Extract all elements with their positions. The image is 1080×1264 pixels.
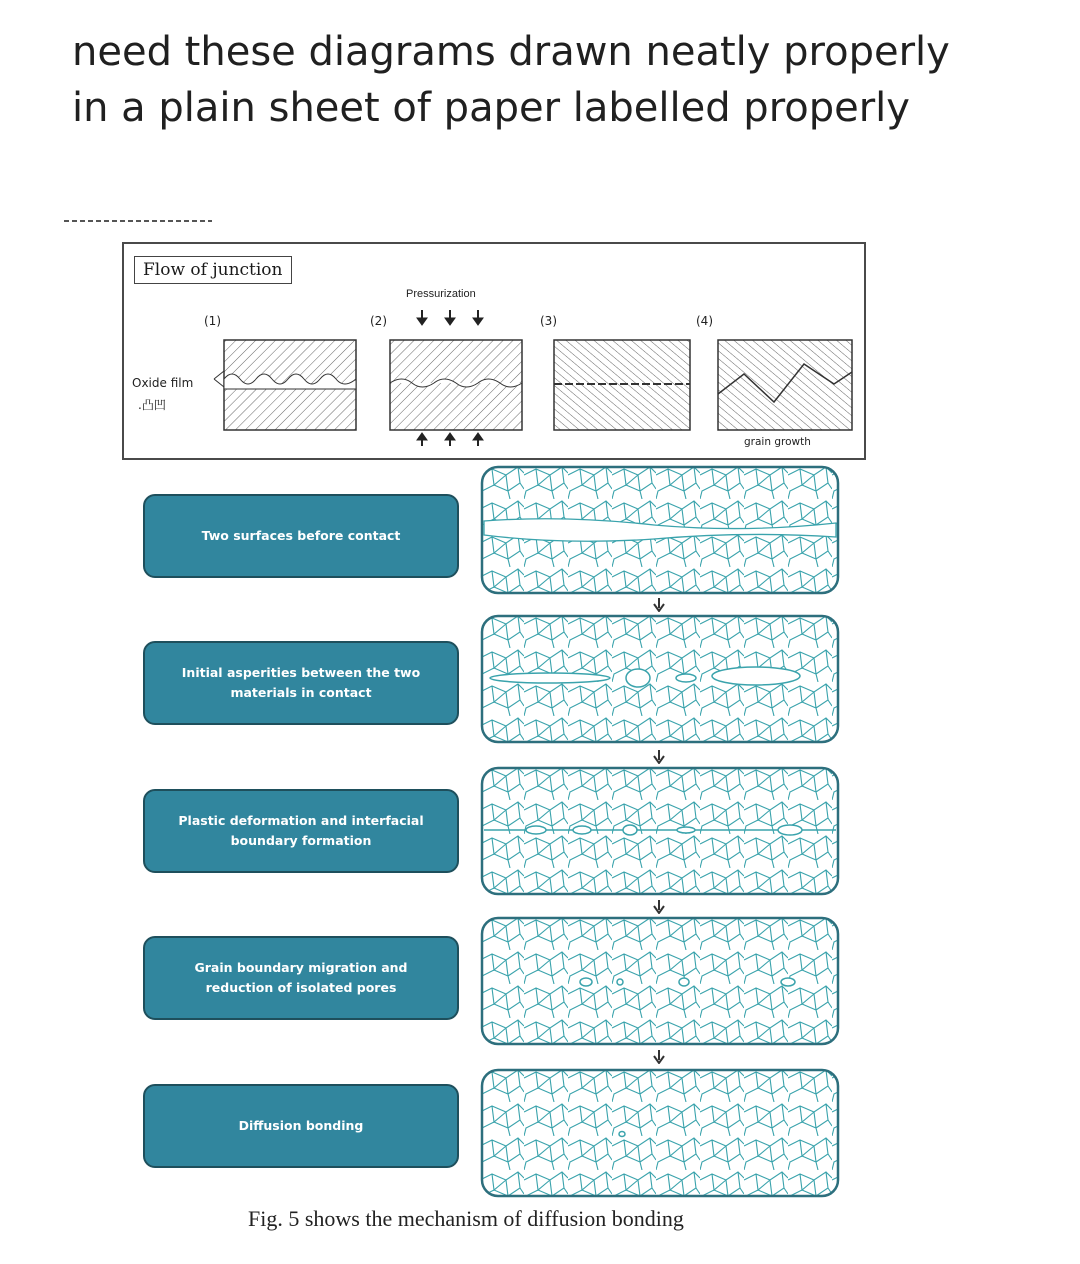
stage-4-block [718, 340, 852, 430]
cut-off-text-remnant [62, 212, 222, 226]
microstructure-panel-3 [480, 766, 840, 896]
pressure-arrows-down [417, 310, 483, 325]
question-line-1: need these diagrams drawn neatly properly [72, 29, 950, 75]
pressurization-label: Pressurization [406, 288, 476, 300]
stage-3-block [554, 340, 690, 430]
figure-caption: Fig. 5 shows the mechanism of diffusion bonding [248, 1206, 684, 1231]
stage-3-label: (3) [540, 314, 557, 328]
arrow-down-3-icon [652, 900, 666, 914]
flow-title: Flow of junction [134, 256, 292, 284]
flow-of-junction-figure [122, 242, 866, 460]
stage-1-label: (1) [204, 314, 221, 328]
pressure-arrows-up [417, 433, 483, 446]
stage-2-label: (2) [370, 314, 387, 328]
arrow-down-4-icon [652, 1050, 666, 1064]
question-text [72, 24, 1032, 136]
step-box-2: Initial asperities between the two materials in contact [143, 641, 459, 725]
stage-1-block [214, 340, 356, 430]
grain-growth-label: grain growth [744, 436, 811, 448]
microstructure-panel-2 [480, 614, 840, 744]
oxide-sub-label: .凸凹 [138, 398, 166, 412]
microstructure-panel-4 [480, 916, 840, 1046]
arrow-down-2-icon [652, 750, 666, 764]
step-box-3: Plastic deformation and interfacial boundary formation [143, 789, 459, 873]
stage-2-block [390, 340, 522, 430]
stage-4-label: (4) [696, 314, 713, 328]
step-box-1: Two surfaces before contact [143, 494, 459, 578]
flow-diagram-drawing [124, 244, 868, 462]
question-line-2: in a plain sheet of paper labelled properly [72, 85, 910, 131]
arrow-down-1-icon [652, 598, 666, 612]
step-box-5: Diffusion bonding [143, 1084, 459, 1168]
step-box-4: Grain boundary migration and reduction of isolated pores [143, 936, 459, 1020]
microstructure-panel-5 [480, 1068, 840, 1198]
oxide-film-label: Oxide film [132, 376, 194, 390]
microstructure-panel-1 [480, 465, 840, 595]
